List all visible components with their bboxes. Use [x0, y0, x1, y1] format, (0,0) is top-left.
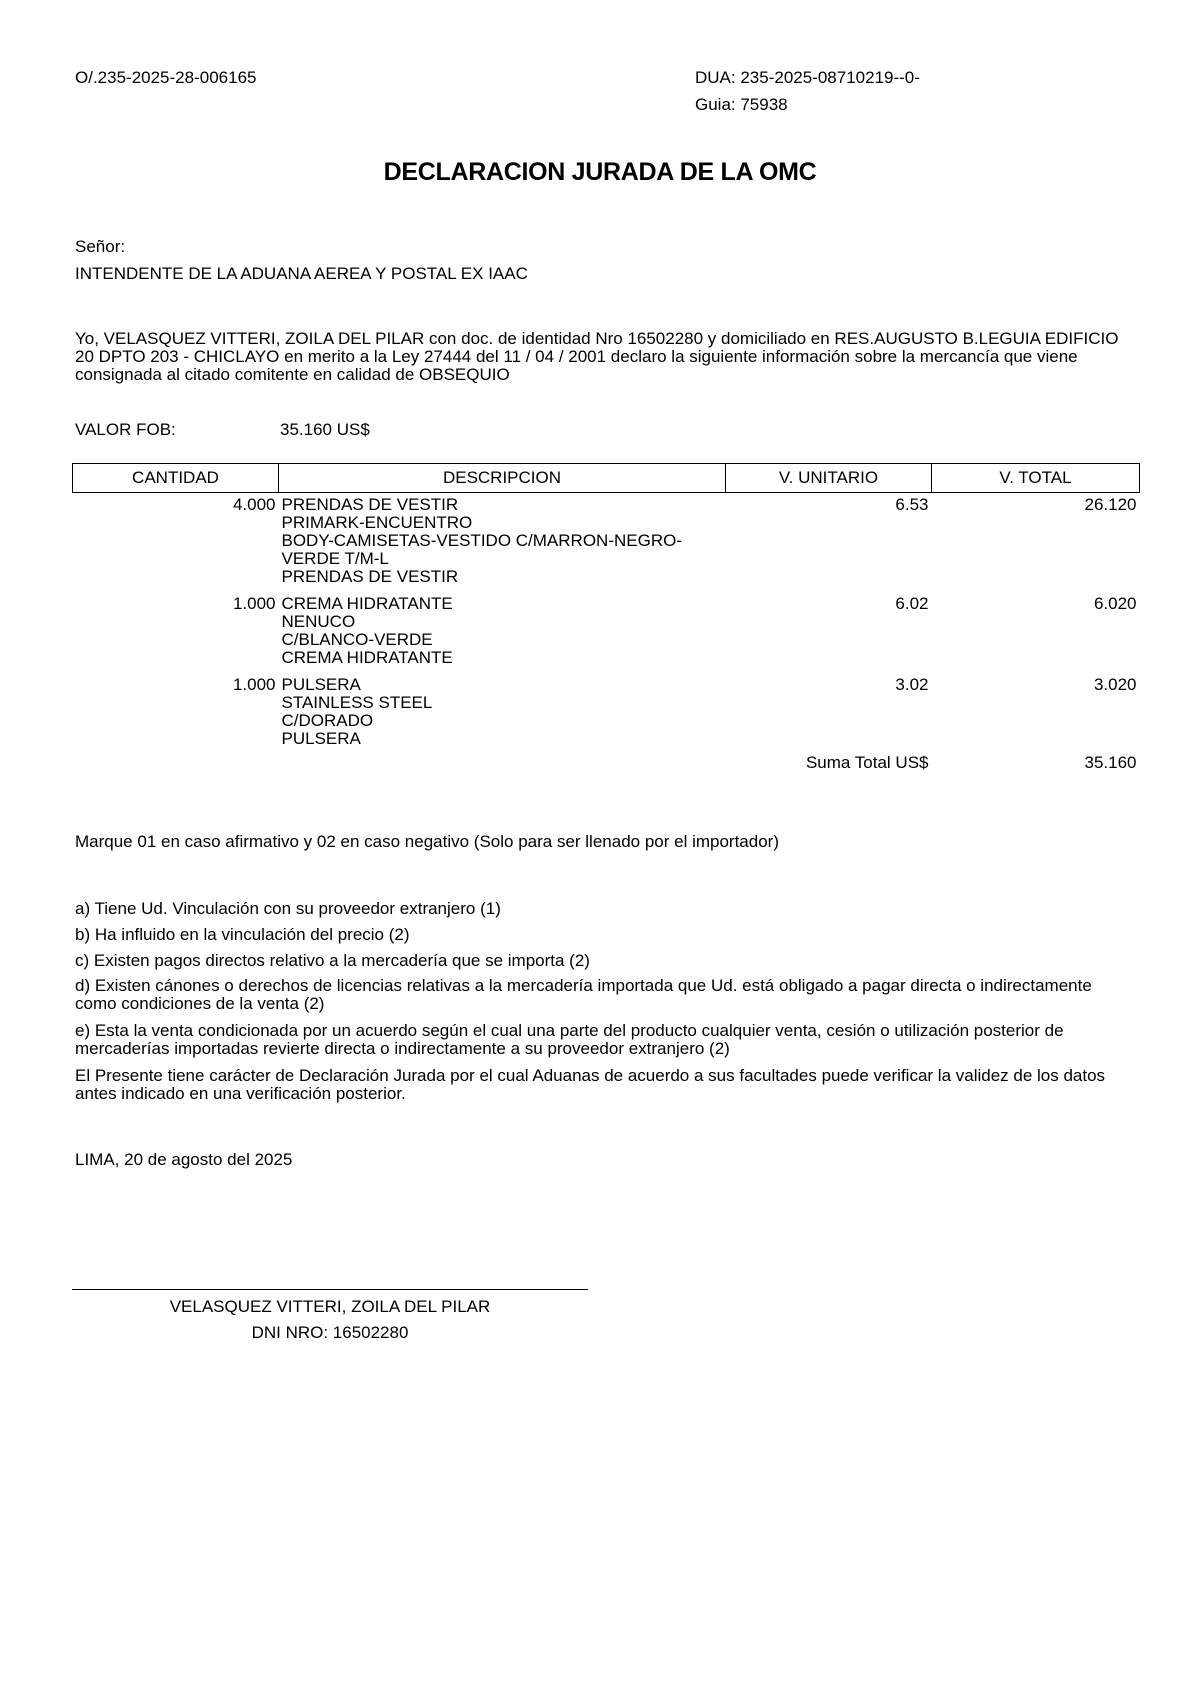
declaration-paragraph: Yo, VELASQUEZ VITTERI, ZOILA DEL PILAR con doc. de identidad Nro 16502280 y domiciliado en RES.AUGUSTO B.LEGUIA EDIFICIO 20 DPTO 203 - CHICLAYO en merito a la Ley 27444 del 11 / 04 / 2001 declaro la siguiente información sobre la mercancía que viene consignada al citado comitente en calidad de OBSEQUIO [75, 329, 1119, 384]
description-line: VERDE T/M-L [281, 549, 389, 568]
row-v-unitario: 6.53 [895, 495, 929, 514]
description-line: BODY-CAMISETAS-VESTIDO C/MARRON-NEGRO- [281, 531, 682, 550]
row-v-total: 3.020 [1093, 675, 1137, 694]
description-line: C/DORADO [281, 711, 374, 730]
sum-spacer [73, 754, 279, 772]
sum-row [73, 754, 1140, 772]
row-descripcion [279, 673, 726, 754]
guia-number: Guia: 75938 [695, 95, 788, 114]
table-header-row [73, 464, 1140, 493]
salutation: Señor: [75, 237, 126, 256]
order-reference: O/.235-2025-28-006165 [75, 68, 257, 87]
header-descripcion: DESCRIPCION [279, 464, 726, 493]
instructions: Marque 01 en caso afirmativo y 02 en caso negativo (Solo para ser llenado por el importador) [75, 832, 779, 851]
question-d: d) Existen cánones o derechos de licencias relativas a la mercadería importada que Ud. está obligado a pagar directa o indirectamente como condiciones de la venta (2) [75, 976, 1092, 1013]
row-v-total: 26.120 [1084, 495, 1137, 514]
signature-line [72, 1289, 588, 1290]
question-c: c) Existen pagos directos relativo a la mercadería que se importa (2) [75, 951, 590, 970]
sum-label: Suma Total US$ [805, 753, 929, 772]
description-line: PRENDAS DE VESTIR [281, 567, 459, 586]
row-v-total: 6.020 [1093, 594, 1137, 613]
signatory-dni: DNI NRO: 16502280 [251, 1323, 409, 1342]
goods-table [72, 463, 1140, 772]
description-line: PRENDAS DE VESTIR [281, 495, 459, 514]
dua-number: DUA: 235-2025-08710219--0- [695, 68, 920, 87]
description-line: CREMA HIDRATANTE [281, 648, 453, 667]
sum-spacer [279, 754, 726, 772]
document-title: DECLARACION JURADA DE LA OMC [383, 158, 817, 186]
description-line: CREMA HIDRATANTE [281, 594, 453, 613]
row-v-unitario: 6.02 [895, 594, 929, 613]
row-v-unitario: 3.02 [895, 675, 929, 694]
closing-statement: El Presente tiene carácter de Declaración Jurada por el cual Aduanas de acuerdo a sus facultades puede verificar la validez de los datos antes indicado en una verificación posterior. [75, 1066, 1106, 1103]
place-date: LIMA, 20 de agosto del 2025 [75, 1150, 293, 1169]
question-b: b) Ha influido en la vinculación del precio (2) [75, 925, 410, 944]
sum-value: 35.160 [1084, 753, 1137, 772]
row-descripcion [279, 493, 726, 593]
header-cantidad: CANTIDAD [73, 464, 279, 493]
question-a: a) Tiene Ud. Vinculación con su proveedor extranjero (1) [75, 899, 501, 918]
description-line: NENUCO [281, 612, 356, 631]
header-v-unitario: V. UNITARIO [726, 464, 932, 493]
description-line: STAINLESS STEEL [281, 693, 433, 712]
row-cantidad: 1.000 [232, 675, 276, 694]
question-e: e) Esta la venta condicionada por un acuerdo según el cual una parte del producto cualquier venta, cesión o utilización posterior de mercaderías importadas revierte directa o indirectamente a su proveedor extranjero (2) [75, 1021, 1064, 1058]
signatory-name: VELASQUEZ VITTERI, ZOILA DEL PILAR [169, 1297, 491, 1316]
fob-label: VALOR FOB: [75, 420, 176, 439]
table-row [73, 493, 1140, 593]
table-row [73, 673, 1140, 754]
row-cantidad: 1.000 [232, 594, 276, 613]
description-line: C/BLANCO-VERDE [281, 630, 433, 649]
row-descripcion [279, 592, 726, 673]
header-v-total: V. TOTAL [932, 464, 1140, 493]
fob-value: 35.160 US$ [280, 420, 370, 439]
table-row [73, 592, 1140, 673]
description-line: PULSERA [281, 675, 361, 694]
row-cantidad: 4.000 [232, 495, 276, 514]
description-line: PULSERA [281, 729, 361, 748]
addressee-name: INTENDENTE DE LA ADUANA AEREA Y POSTAL EX IAAC [75, 264, 528, 283]
description-line: PRIMARK-ENCUENTRO [281, 513, 473, 532]
